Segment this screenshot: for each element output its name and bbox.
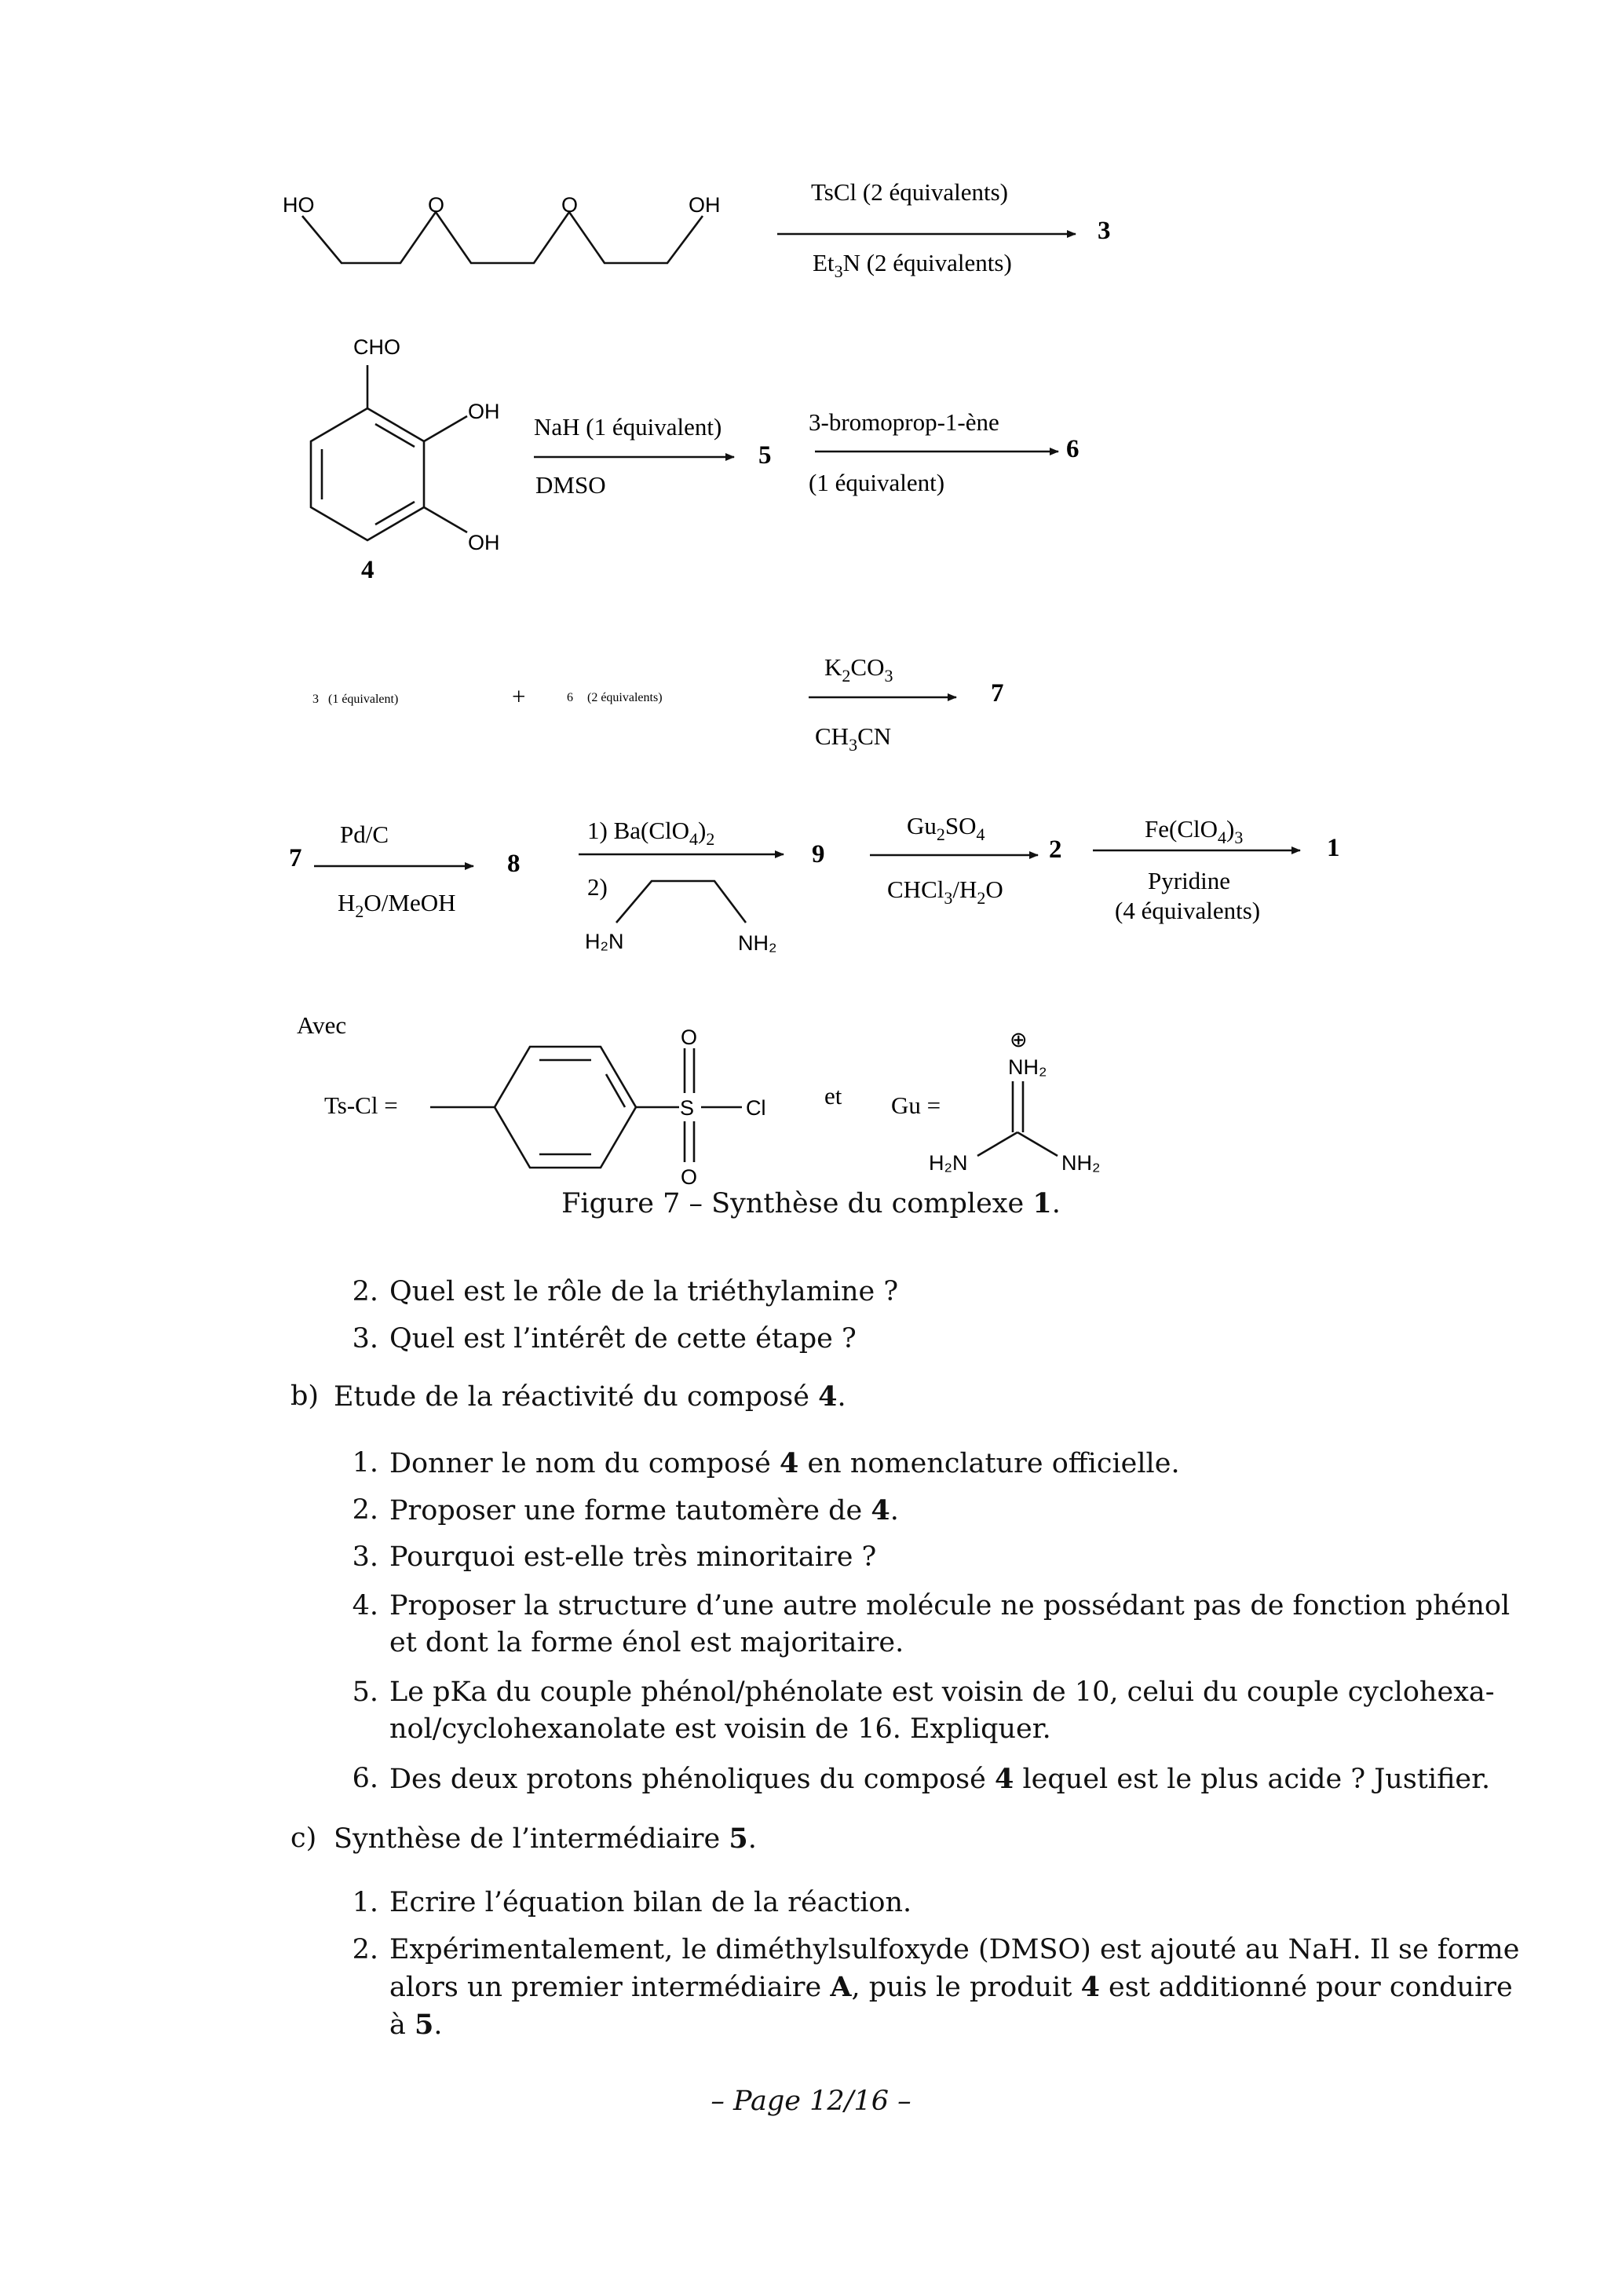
r3-reactant1: 3 (1 équivalent) [312, 693, 399, 706]
r3-reactant2: 6 (2 équivalents) [567, 691, 663, 704]
r3-reagent-top: $K_2CO_3$ [824, 653, 893, 686]
r2-step2-top: 3-bromoprop-1-ène [809, 408, 999, 436]
benzene-ring-4 [311, 408, 424, 540]
label-nh2-amine: NH₂ [738, 931, 777, 955]
legend-avec: Avec [297, 1011, 347, 1039]
r4-s4-bottom2: (4 équivalents) [1115, 897, 1261, 924]
r2-step2-bottom: (1 équivalent) [809, 469, 945, 496]
r4-s2-top: 1) $Ba(ClO_4)_2$ [587, 817, 715, 849]
label-nh2-top: NH₂ [1008, 1055, 1047, 1079]
r3-plus: + [512, 682, 526, 710]
label-oh: OH [689, 193, 721, 217]
ethylenediamine [616, 881, 746, 923]
legend-tscl-label: Ts-Cl = [324, 1091, 398, 1119]
label-ho: HO [283, 193, 315, 217]
compound-1: 1 [1327, 834, 1340, 862]
r1-reagent-bottom: $Et_3N$ (2 équivalents) [813, 249, 1012, 281]
label-o-bottom: O [681, 1165, 698, 1189]
label-oh-top: OH [468, 400, 500, 423]
r4-s2-bottom: 2) [587, 873, 608, 901]
r4-s3-bottom: $CHCl_3/H_2O$ [887, 876, 1003, 908]
r4-s1-bottom: $H_2O$/MeOH [338, 889, 456, 921]
compound-5: 5 [758, 441, 772, 470]
r4-s4-bottom1: Pyridine [1148, 867, 1231, 894]
label-oh-bottom: OH [468, 531, 500, 554]
glycol-chain [302, 212, 703, 263]
compound-7: 7 [991, 679, 1004, 707]
r4-s1-top: Pd/C [340, 821, 389, 848]
label-cho: CHO [353, 335, 400, 359]
r4-s3-top: $Gu_2SO_4$ [907, 812, 985, 844]
compound-4: 4 [361, 556, 374, 584]
label-h2n-amine: H₂N [585, 930, 624, 953]
legend-et: et [824, 1082, 842, 1110]
label-s: S [680, 1096, 695, 1120]
label-plus-charge: ⊕ [1010, 1028, 1028, 1051]
r4-s4-top: $Fe(ClO_4)_3$ [1145, 815, 1244, 847]
label-o1: O [428, 193, 445, 217]
label-o-top: O [681, 1026, 698, 1049]
r4-start: 7 [289, 844, 302, 872]
label-o2: O [561, 193, 579, 217]
r3-reagent-bottom: $CH_3CN$ [815, 722, 892, 755]
compound-8: 8 [507, 850, 521, 878]
label-nh2-gu: NH₂ [1061, 1151, 1101, 1175]
compound-6: 6 [1066, 435, 1080, 463]
r1-reagent-top: TsCl (2 équivalents) [811, 178, 1008, 206]
page-footer: – Page 12/16 – [711, 2086, 911, 2117]
r2-step1-bottom: DMSO [535, 471, 606, 499]
label-h2n-gu: H₂N [929, 1151, 968, 1175]
compound-3: 3 [1098, 217, 1111, 245]
figure-caption: Figure 7 – Synthèse du complexe 1. [561, 1187, 1061, 1219]
r2-step1-top: NaH (1 équivalent) [534, 413, 722, 441]
compound-2: 2 [1049, 835, 1062, 864]
label-cl: Cl [746, 1096, 766, 1120]
compound-9: 9 [812, 840, 825, 868]
tosyl-ring [495, 1047, 636, 1168]
legend-gu-label: Gu = [891, 1091, 941, 1119]
